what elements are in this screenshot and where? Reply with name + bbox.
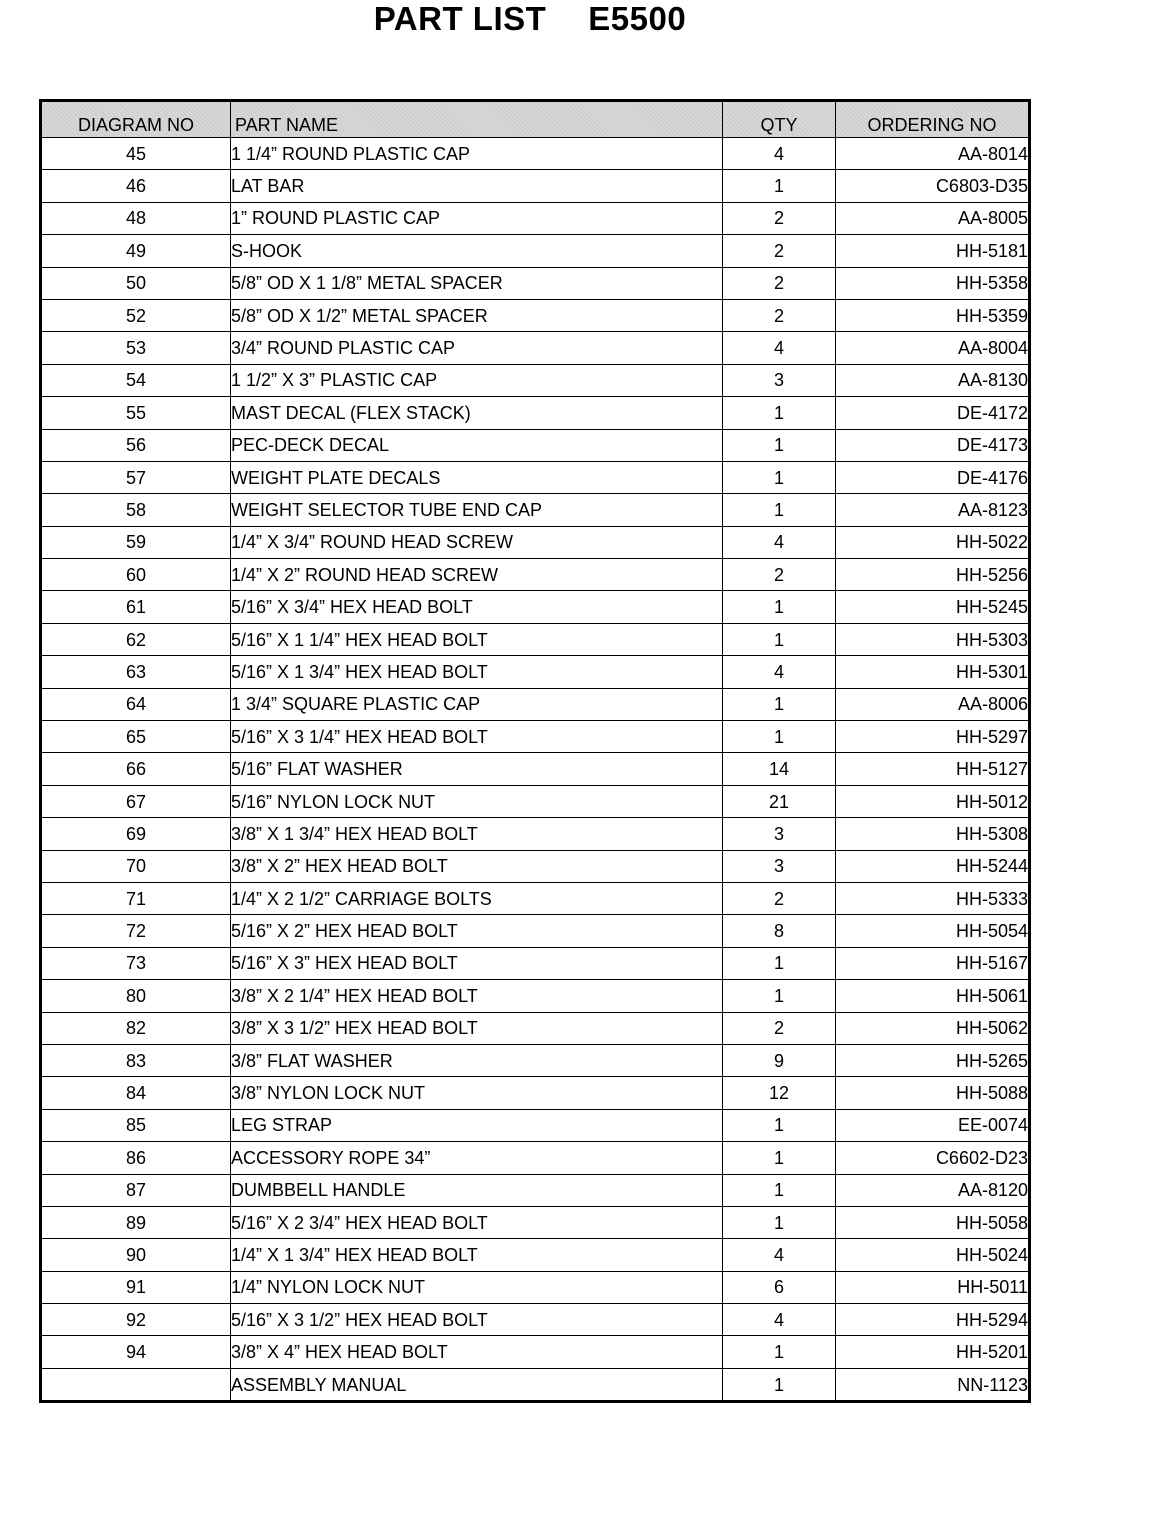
diagram-no-cell: 89 [41,1206,231,1238]
ordering-no-cell: DE-4172 [836,397,1030,429]
part-name-cell: ASSEMBLY MANUAL [231,1368,723,1401]
table-row [41,591,1030,623]
ordering-no-cell: HH-5359 [836,299,1030,331]
table-row [41,1077,1030,1109]
qty-cell: 1 [723,397,836,429]
qty-cell: 1 [723,429,836,461]
diagram-no-cell: 69 [41,818,231,850]
qty-cell: 1 [723,980,836,1012]
ordering-no-cell: HH-5012 [836,785,1030,817]
diagram-no-cell: 82 [41,1012,231,1044]
part-name-cell: 1/4” X 3/4” ROUND HEAD SCREW [231,526,723,558]
qty-cell: 6 [723,1271,836,1303]
diagram-no-cell: 49 [41,235,231,267]
table-row [41,1206,1030,1238]
header-row [41,101,1030,138]
diagram-no-cell: 85 [41,1109,231,1141]
ordering-no-cell: HH-5181 [836,235,1030,267]
table-row [41,1044,1030,1076]
table-row [41,429,1030,461]
diagram-no-cell: 86 [41,1142,231,1174]
diagram-no-cell: 83 [41,1044,231,1076]
ordering-no-cell: HH-5022 [836,526,1030,558]
part-name-cell: 5/16” X 3” HEX HEAD BOLT [231,947,723,979]
diagram-no-cell: 50 [41,267,231,299]
qty-cell: 1 [723,1109,836,1141]
table-row [41,623,1030,655]
table-row [41,235,1030,267]
ordering-no-cell: HH-5294 [836,1304,1030,1336]
qty-cell: 21 [723,785,836,817]
qty-cell: 9 [723,1044,836,1076]
part-name-cell: 3/8” X 4” HEX HEAD BOLT [231,1336,723,1368]
part-name-cell: 3/8” X 1 3/4” HEX HEAD BOLT [231,818,723,850]
ordering-no-cell: HH-5244 [836,850,1030,882]
diagram-no-cell: 92 [41,1304,231,1336]
part-name-cell: 1 3/4” SQUARE PLASTIC CAP [231,688,723,720]
table-row [41,688,1030,720]
part-name-cell: LAT BAR [231,170,723,202]
table-row [41,559,1030,591]
diagram-no-cell: 55 [41,397,231,429]
diagram-no-cell: 52 [41,299,231,331]
diagram-no-cell: 94 [41,1336,231,1368]
ordering-no-cell: HH-5245 [836,591,1030,623]
ordering-no-cell: AA-8004 [836,332,1030,364]
part-name-cell: 3/4” ROUND PLASTIC CAP [231,332,723,364]
part-name-cell: 5/16” X 3 1/4” HEX HEAD BOLT [231,721,723,753]
part-name-cell: S-HOOK [231,235,723,267]
part-name-cell: 1/4” X 2” ROUND HEAD SCREW [231,559,723,591]
ordering-no-cell: DE-4173 [836,429,1030,461]
part-name-cell: 5/16” X 1 3/4” HEX HEAD BOLT [231,656,723,688]
ordering-no-cell: HH-5301 [836,656,1030,688]
part-name-cell: 1/4” X 1 3/4” HEX HEAD BOLT [231,1239,723,1271]
diagram-no-cell: 54 [41,364,231,396]
qty-cell: 8 [723,915,836,947]
qty-cell: 2 [723,299,836,331]
table-row [41,494,1030,526]
part-name-cell: WEIGHT SELECTOR TUBE END CAP [231,494,723,526]
part-name-cell: 1 1/2” X 3” PLASTIC CAP [231,364,723,396]
diagram-no-cell: 59 [41,526,231,558]
ordering-no-cell: HH-5358 [836,267,1030,299]
part-name-cell: ACCESSORY ROPE 34” [231,1142,723,1174]
diagram-no-cell: 57 [41,461,231,493]
part-name-cell: 3/8” X 2 1/4” HEX HEAD BOLT [231,980,723,1012]
qty-cell: 2 [723,202,836,234]
table-row [41,332,1030,364]
header-diagram-no: DIAGRAM NO [41,101,231,138]
part-name-cell: 5/16” NYLON LOCK NUT [231,785,723,817]
diagram-no-cell: 67 [41,785,231,817]
ordering-no-cell: C6803-D35 [836,170,1030,202]
part-name-cell: DUMBBELL HANDLE [231,1174,723,1206]
qty-cell: 1 [723,494,836,526]
ordering-no-cell: HH-5058 [836,1206,1030,1238]
qty-cell: 3 [723,818,836,850]
table-row [41,1271,1030,1303]
part-name-cell: LEG STRAP [231,1109,723,1141]
qty-cell: 1 [723,170,836,202]
part-name-cell: 5/8” OD X 1 1/8” METAL SPACER [231,267,723,299]
diagram-no-cell: 45 [41,138,231,170]
qty-cell: 1 [723,1174,836,1206]
diagram-no-cell: 56 [41,429,231,461]
table-row [41,461,1030,493]
table-row [41,138,1030,170]
diagram-no-cell: 71 [41,882,231,914]
table-row [41,267,1030,299]
part-name-cell: WEIGHT PLATE DECALS [231,461,723,493]
ordering-no-cell: HH-5088 [836,1077,1030,1109]
ordering-no-cell: HH-5256 [836,559,1030,591]
qty-cell: 12 [723,1077,836,1109]
diagram-no-cell: 87 [41,1174,231,1206]
ordering-no-cell: HH-5333 [836,882,1030,914]
ordering-no-cell: AA-8006 [836,688,1030,720]
diagram-no-cell: 63 [41,656,231,688]
qty-cell: 3 [723,850,836,882]
diagram-no-cell: 46 [41,170,231,202]
diagram-no-cell: 84 [41,1077,231,1109]
qty-cell: 2 [723,559,836,591]
diagram-no-cell: 58 [41,494,231,526]
table-row [41,947,1030,979]
qty-cell: 1 [723,591,836,623]
qty-cell: 4 [723,526,836,558]
title-main: PART LIST [373,0,547,37]
qty-cell: 4 [723,138,836,170]
diagram-no-cell [41,1368,231,1401]
header-part-name: PART NAME [231,101,723,138]
part-name-cell: 3/8” NYLON LOCK NUT [231,1077,723,1109]
qty-cell: 3 [723,364,836,396]
qty-cell: 2 [723,267,836,299]
ordering-no-cell: NN-1123 [836,1368,1030,1401]
part-name-cell: 3/8” X 2” HEX HEAD BOLT [231,850,723,882]
table-row [41,980,1030,1012]
part-name-cell: 3/8” X 3 1/2” HEX HEAD BOLT [231,1012,723,1044]
table-row [41,526,1030,558]
ordering-no-cell: EE-0074 [836,1109,1030,1141]
ordering-no-cell: HH-5201 [836,1336,1030,1368]
ordering-no-cell: HH-5024 [836,1239,1030,1271]
table-row [41,1239,1030,1271]
header-ordering-no: ORDERING NO [836,101,1030,138]
ordering-no-cell: AA-8130 [836,364,1030,396]
table-row [41,721,1030,753]
parts-table [39,99,1031,1403]
part-name-cell: 1” ROUND PLASTIC CAP [231,202,723,234]
qty-cell: 1 [723,1368,836,1401]
qty-cell: 4 [723,332,836,364]
ordering-no-cell: HH-5303 [836,623,1030,655]
table-row [41,785,1030,817]
diagram-no-cell: 48 [41,202,231,234]
table-row [41,1368,1030,1401]
table-row [41,1142,1030,1174]
diagram-no-cell: 90 [41,1239,231,1271]
ordering-no-cell: HH-5127 [836,753,1030,785]
part-name-cell: 5/16” X 2” HEX HEAD BOLT [231,915,723,947]
ordering-no-cell: AA-8123 [836,494,1030,526]
part-name-cell: 5/16” FLAT WASHER [231,753,723,785]
parts-table-body [41,138,1030,1402]
diagram-no-cell: 61 [41,591,231,623]
diagram-no-cell: 65 [41,721,231,753]
qty-cell: 2 [723,235,836,267]
table-row [41,202,1030,234]
table-row [41,882,1030,914]
table-row [41,915,1030,947]
part-name-cell: 5/16” X 2 3/4” HEX HEAD BOLT [231,1206,723,1238]
ordering-no-cell: DE-4176 [836,461,1030,493]
ordering-no-cell: HH-5308 [836,818,1030,850]
part-name-cell: 1/4” X 2 1/2” CARRIAGE BOLTS [231,882,723,914]
part-name-cell: 3/8” FLAT WASHER [231,1044,723,1076]
ordering-no-cell: C6602-D23 [836,1142,1030,1174]
table-row [41,299,1030,331]
ordering-no-cell: HH-5297 [836,721,1030,753]
part-name-cell: 1/4” NYLON LOCK NUT [231,1271,723,1303]
table-row [41,1012,1030,1044]
diagram-no-cell: 72 [41,915,231,947]
ordering-no-cell: HH-5265 [836,1044,1030,1076]
table-row [41,753,1030,785]
table-row [41,818,1030,850]
table-row [41,850,1030,882]
parts-table-header [41,101,1030,138]
qty-cell: 1 [723,1336,836,1368]
diagram-no-cell: 60 [41,559,231,591]
ordering-no-cell: HH-5054 [836,915,1030,947]
qty-cell: 1 [723,721,836,753]
part-name-cell: 5/16” X 1 1/4” HEX HEAD BOLT [231,623,723,655]
qty-cell: 1 [723,1206,836,1238]
ordering-no-cell: AA-8005 [836,202,1030,234]
qty-cell: 14 [723,753,836,785]
ordering-no-cell: HH-5061 [836,980,1030,1012]
qty-cell: 1 [723,461,836,493]
title-model: E5500 [588,0,687,37]
part-name-cell: 1 1/4” ROUND PLASTIC CAP [231,138,723,170]
diagram-no-cell: 80 [41,980,231,1012]
table-row [41,1336,1030,1368]
qty-cell: 1 [723,1142,836,1174]
ordering-no-cell: HH-5011 [836,1271,1030,1303]
diagram-no-cell: 70 [41,850,231,882]
diagram-no-cell: 64 [41,688,231,720]
table-row [41,1174,1030,1206]
diagram-no-cell: 91 [41,1271,231,1303]
qty-cell: 2 [723,882,836,914]
table-row [41,1304,1030,1336]
diagram-no-cell: 62 [41,623,231,655]
table-row [41,170,1030,202]
qty-cell: 4 [723,1304,836,1336]
qty-cell: 1 [723,623,836,655]
qty-cell: 4 [723,1239,836,1271]
ordering-no-cell: HH-5167 [836,947,1030,979]
ordering-no-cell: HH-5062 [836,1012,1030,1044]
qty-cell: 4 [723,656,836,688]
table-row [41,397,1030,429]
diagram-no-cell: 66 [41,753,231,785]
part-name-cell: PEC-DECK DECAL [231,429,723,461]
table-row [41,364,1030,396]
part-name-cell: 5/16” X 3 1/2” HEX HEAD BOLT [231,1304,723,1336]
header-qty: QTY [723,101,836,138]
page-title [0,0,1060,38]
qty-cell: 2 [723,1012,836,1044]
table-row [41,1109,1030,1141]
part-name-cell: 5/8” OD X 1/2” METAL SPACER [231,299,723,331]
ordering-no-cell: AA-8014 [836,138,1030,170]
qty-cell: 1 [723,947,836,979]
part-name-cell: MAST DECAL (FLEX STACK) [231,397,723,429]
diagram-no-cell: 53 [41,332,231,364]
part-name-cell: 5/16” X 3/4” HEX HEAD BOLT [231,591,723,623]
table-row [41,656,1030,688]
diagram-no-cell: 73 [41,947,231,979]
qty-cell: 1 [723,688,836,720]
ordering-no-cell: AA-8120 [836,1174,1030,1206]
